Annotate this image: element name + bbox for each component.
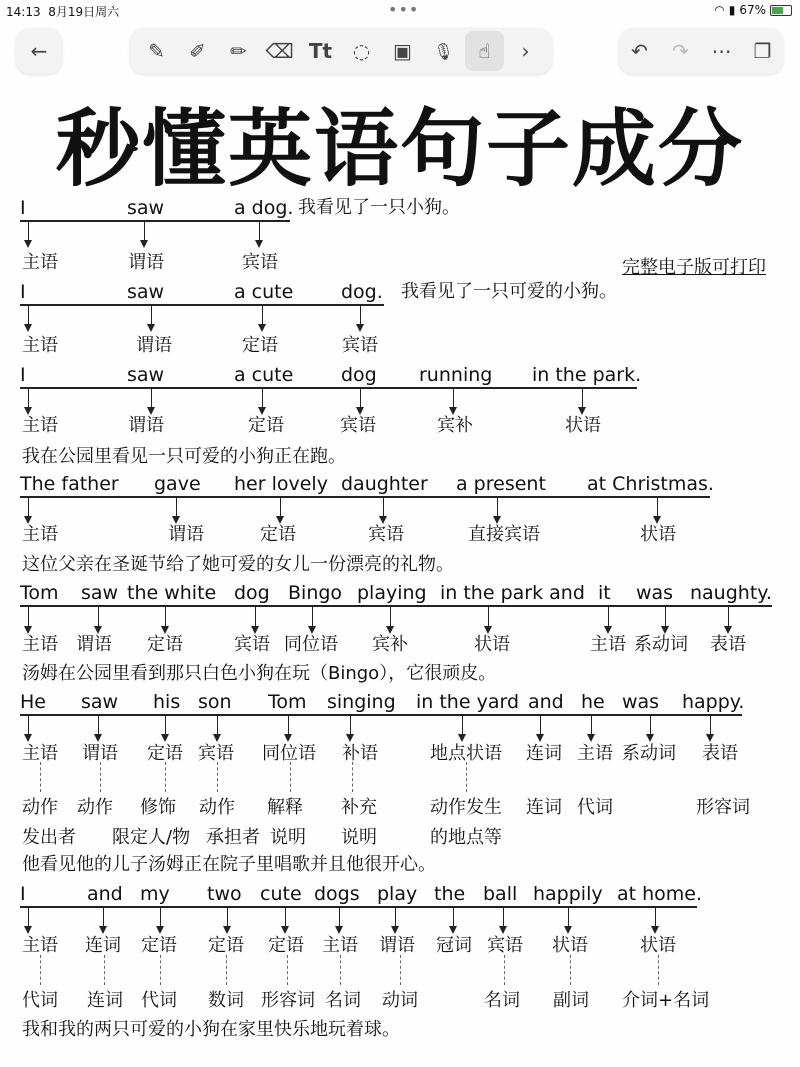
sentence-role-label: 定语 bbox=[248, 415, 284, 436]
dashed-connector bbox=[290, 762, 291, 792]
sentence-role-label: 定语 bbox=[147, 743, 183, 764]
sentence-role-label: 主语 bbox=[22, 524, 58, 545]
chinese-translation: 我和我的两只可爱的小狗在家里快乐地玩着球。 bbox=[22, 1019, 400, 1040]
lasso-icon[interactable]: ◌ bbox=[352, 39, 371, 63]
arrow-down-icon bbox=[24, 734, 32, 742]
english-word: Tom bbox=[20, 582, 59, 604]
arrow-down-icon bbox=[258, 324, 266, 332]
english-word: The father bbox=[20, 473, 119, 495]
back-pill bbox=[16, 28, 62, 74]
role-explanation-line2: 的地点等 bbox=[430, 827, 502, 848]
role-explanation: 连词 bbox=[526, 797, 562, 818]
sentence-role-label: 宾语 bbox=[487, 935, 523, 956]
arrow-down-icon bbox=[651, 926, 659, 934]
sentence-role-label: 补语 bbox=[342, 743, 378, 764]
english-word: singing bbox=[327, 691, 396, 713]
arrow-down-icon bbox=[335, 926, 343, 934]
arrow-shaft bbox=[176, 498, 177, 518]
arrow-down-icon bbox=[24, 626, 32, 634]
pencil-icon[interactable]: ✏ bbox=[230, 39, 247, 63]
arrow-down-icon bbox=[346, 734, 354, 742]
english-word: and bbox=[528, 691, 564, 713]
english-word: and bbox=[87, 883, 123, 905]
arrow-shaft bbox=[28, 908, 29, 928]
arrow-down-icon bbox=[172, 516, 180, 524]
sentence-underline bbox=[20, 304, 384, 306]
sentence-role-label: 主语 bbox=[22, 415, 58, 436]
arrow-shaft bbox=[103, 908, 104, 928]
sentence-role-label: 冠词 bbox=[436, 935, 472, 956]
sentence-underline bbox=[20, 496, 710, 498]
sentence-role-label: 连词 bbox=[526, 743, 562, 764]
arrow-shaft bbox=[488, 607, 489, 628]
arrow-down-icon bbox=[94, 734, 102, 742]
arrow-down-icon bbox=[24, 407, 32, 415]
english-word: it bbox=[598, 582, 611, 604]
english-word: saw bbox=[127, 197, 165, 219]
english-word: dog. bbox=[341, 281, 383, 303]
arrow-shaft bbox=[285, 908, 286, 928]
english-word: saw bbox=[81, 691, 119, 713]
english-word: in the yard bbox=[416, 691, 520, 713]
battery-icon bbox=[770, 5, 792, 16]
english-word: ball bbox=[483, 883, 518, 905]
arrow-down-icon bbox=[653, 516, 661, 524]
english-word: at Christmas. bbox=[587, 473, 714, 495]
arrow-shaft bbox=[383, 498, 384, 518]
sentence-role-label: 状语 bbox=[565, 415, 601, 436]
arrow-down-icon bbox=[213, 734, 221, 742]
sentence-role-label: 地点状语 bbox=[430, 743, 502, 764]
sentence-role-label: 状语 bbox=[474, 634, 510, 655]
english-word: cute bbox=[260, 883, 302, 905]
role-explanation: 动作 bbox=[77, 797, 113, 818]
sentence-role-label: 宾语 bbox=[242, 252, 278, 273]
arrow-down-icon bbox=[724, 626, 732, 634]
english-word: Bingo bbox=[288, 582, 343, 604]
arrow-shaft bbox=[665, 607, 666, 628]
english-word: two bbox=[207, 883, 242, 905]
arrow-shaft bbox=[227, 908, 228, 928]
sentence-role-label: 主语 bbox=[22, 634, 58, 655]
arrow-shaft bbox=[728, 607, 729, 628]
role-explanation: 修饰 bbox=[140, 797, 176, 818]
role-explanation: 补充 bbox=[341, 797, 377, 818]
english-word: Tom bbox=[268, 691, 307, 713]
english-word: a present bbox=[456, 473, 546, 495]
english-word: dog bbox=[341, 364, 377, 386]
arrow-shaft bbox=[28, 389, 29, 409]
arrow-down-icon bbox=[147, 324, 155, 332]
arrow-down-icon bbox=[161, 734, 169, 742]
arrow-down-icon bbox=[449, 407, 457, 415]
arrow-down-icon bbox=[223, 926, 231, 934]
arrow-shaft bbox=[255, 607, 256, 628]
arrow-down-icon bbox=[161, 626, 169, 634]
english-word: my bbox=[140, 883, 170, 905]
role-explanation-line2: 限定人/物 bbox=[112, 827, 191, 848]
english-word: daughter bbox=[341, 473, 428, 495]
sentence-role-label: 状语 bbox=[640, 524, 676, 545]
chevron-right-icon[interactable]: › bbox=[521, 39, 530, 63]
english-word: in the park. bbox=[532, 364, 642, 386]
sentence-role-label: 定语 bbox=[208, 935, 244, 956]
arrow-shaft bbox=[28, 306, 29, 326]
arrow-shaft bbox=[350, 716, 351, 736]
arrow-down-icon bbox=[140, 240, 148, 248]
arrow-shaft bbox=[453, 389, 454, 409]
sentence-underline bbox=[20, 906, 697, 908]
sentence-role-label: 宾补 bbox=[372, 634, 408, 655]
sentence-role-label: 定语 bbox=[268, 935, 304, 956]
touch-finger-icon[interactable]: ☝ bbox=[465, 31, 504, 71]
arrow-shaft bbox=[259, 222, 260, 242]
arrow-down-icon bbox=[578, 407, 586, 415]
sentence-role-label: 谓语 bbox=[136, 335, 172, 356]
role-explanation: 代词 bbox=[22, 990, 58, 1011]
sentence-role-label: 谓语 bbox=[128, 252, 164, 273]
english-word: in the park and bbox=[440, 582, 585, 604]
arrow-shaft bbox=[591, 716, 592, 736]
sentence-role-label: 直接宾语 bbox=[468, 524, 540, 545]
role-explanation: 动词 bbox=[382, 990, 418, 1011]
english-word: at home. bbox=[617, 883, 703, 905]
highlighter-icon[interactable]: ✐ bbox=[189, 39, 206, 63]
role-explanation: 名词 bbox=[484, 990, 520, 1011]
role-explanation: 代词 bbox=[577, 797, 613, 818]
sentence-underline bbox=[20, 220, 290, 222]
arrow-shaft bbox=[462, 716, 463, 736]
sentence-role-label: 定语 bbox=[260, 524, 296, 545]
inline-translation: 我看见了一只小狗。 bbox=[298, 197, 460, 218]
arrow-shaft bbox=[98, 716, 99, 736]
role-explanation-line2: 说明 bbox=[270, 827, 306, 848]
arrow-down-icon bbox=[99, 926, 107, 934]
chinese-translation: 汤姆在公园里看到那只白色小狗在玩（Bingo），它很顽皮。 bbox=[22, 663, 497, 684]
page-title: 秒懂英语句子成分 bbox=[55, 100, 744, 198]
english-word: dogs bbox=[314, 883, 360, 905]
english-word: the bbox=[434, 883, 466, 905]
sentence-underline bbox=[20, 714, 742, 716]
english-word: I bbox=[20, 883, 26, 905]
arrow-down-icon bbox=[536, 734, 544, 742]
english-word: saw bbox=[127, 281, 165, 303]
english-word: running bbox=[419, 364, 493, 386]
sentence-role-label: 表语 bbox=[710, 634, 746, 655]
arrow-down-icon bbox=[379, 516, 387, 524]
chinese-translation: 我在公园里看见一只可爱的小狗正在跑。 bbox=[22, 446, 346, 467]
arrow-down-icon bbox=[258, 407, 266, 415]
wifi-icon: ◠ bbox=[714, 3, 725, 17]
arrow-shaft bbox=[280, 498, 281, 518]
arrow-shaft bbox=[144, 222, 145, 242]
arrow-shaft bbox=[28, 498, 29, 518]
status-time-date: 14:13 8月19日周六 bbox=[6, 5, 120, 19]
english-word: naughty. bbox=[690, 582, 772, 604]
redo-icon[interactable]: ↷ bbox=[672, 39, 689, 63]
status-bar bbox=[0, 0, 800, 22]
chinese-translation: 这位父亲在圣诞节给了她可爱的女儿一份漂亮的礼物。 bbox=[22, 554, 454, 575]
arrow-shaft bbox=[710, 716, 711, 736]
dashed-connector bbox=[287, 955, 288, 985]
arrow-shaft bbox=[503, 908, 504, 928]
role-explanation-line2: 说明 bbox=[341, 827, 377, 848]
print-version-link[interactable]: 完整电子版可打印 bbox=[622, 257, 766, 278]
arrow-shaft bbox=[339, 908, 340, 928]
sentence-role-label: 定语 bbox=[242, 335, 278, 356]
multitask-dots[interactable]: ••• bbox=[388, 0, 420, 19]
arrow-shaft bbox=[540, 716, 541, 736]
sentence-role-label: 主语 bbox=[22, 335, 58, 356]
sentence-role-label: 定语 bbox=[147, 634, 183, 655]
sentence-role-label: 谓语 bbox=[128, 415, 164, 436]
english-word: a cute bbox=[234, 281, 294, 303]
arrow-shaft bbox=[568, 908, 569, 928]
dashed-connector bbox=[226, 955, 227, 985]
role-explanation: 连词 bbox=[87, 990, 123, 1011]
dashed-connector bbox=[160, 955, 161, 985]
english-word: he bbox=[581, 691, 605, 713]
arrow-shaft bbox=[395, 908, 396, 928]
arrow-down-icon bbox=[24, 516, 32, 524]
sentence-role-label: 宾语 bbox=[340, 415, 376, 436]
dashed-connector bbox=[104, 955, 105, 985]
arrow-shaft bbox=[165, 607, 166, 628]
arrow-down-icon bbox=[156, 926, 164, 934]
arrow-down-icon bbox=[24, 926, 32, 934]
arrow-shaft bbox=[28, 716, 29, 736]
dashed-connector bbox=[165, 762, 166, 792]
arrow-down-icon bbox=[24, 240, 32, 248]
role-explanation: 动作发生 bbox=[430, 797, 502, 818]
sentence-role-label: 同位语 bbox=[262, 743, 316, 764]
arrow-down-icon bbox=[449, 926, 457, 934]
arrow-down-icon bbox=[147, 407, 155, 415]
pen-icon[interactable]: ✎ bbox=[148, 39, 165, 63]
english-word: was bbox=[622, 691, 660, 713]
arrow-shaft bbox=[217, 716, 218, 736]
arrow-shaft bbox=[165, 716, 166, 736]
role-explanation: 代词 bbox=[141, 990, 177, 1011]
arrow-down-icon bbox=[284, 734, 292, 742]
arrow-down-icon bbox=[458, 734, 466, 742]
role-explanation-line2: 承担者 bbox=[206, 827, 260, 848]
arrow-shaft bbox=[28, 222, 29, 242]
sentence-role-label: 谓语 bbox=[168, 524, 204, 545]
status-right bbox=[714, 3, 792, 17]
sentence-underline bbox=[20, 387, 637, 389]
undo-icon[interactable]: ↶ bbox=[631, 39, 648, 63]
english-word: I bbox=[20, 197, 26, 219]
arrow-shaft bbox=[497, 498, 498, 518]
sentence-role-label: 系动词 bbox=[622, 743, 676, 764]
arrow-down-icon bbox=[604, 626, 612, 634]
arrow-down-icon bbox=[255, 240, 263, 248]
english-word: gave bbox=[154, 473, 201, 495]
dashed-connector bbox=[504, 955, 505, 985]
sentence-role-label: 主语 bbox=[22, 743, 58, 764]
microphone-icon[interactable]: 🎙 bbox=[433, 41, 454, 61]
sentence-role-label: 主语 bbox=[22, 935, 58, 956]
role-explanation: 名词 bbox=[325, 990, 361, 1011]
arrow-down-icon bbox=[391, 926, 399, 934]
dashed-connector bbox=[100, 762, 101, 792]
arrow-shaft bbox=[160, 908, 161, 928]
english-word: play bbox=[377, 883, 418, 905]
dashed-connector bbox=[400, 955, 401, 985]
english-word: son bbox=[198, 691, 232, 713]
sentence-role-label: 谓语 bbox=[76, 634, 112, 655]
back-arrow-icon[interactable]: ← bbox=[30, 39, 48, 63]
arrow-shaft bbox=[262, 389, 263, 409]
role-explanation: 动作 bbox=[22, 797, 58, 818]
dashed-connector bbox=[570, 955, 571, 985]
arrow-shaft bbox=[28, 607, 29, 628]
dashed-connector bbox=[466, 762, 467, 792]
tools-pill bbox=[130, 28, 552, 74]
arrow-shaft bbox=[360, 389, 361, 409]
arrow-down-icon bbox=[251, 626, 259, 634]
english-word: happy. bbox=[682, 691, 745, 713]
sentence-role-label: 状语 bbox=[640, 935, 676, 956]
dashed-connector bbox=[40, 955, 41, 985]
arrow-shaft bbox=[360, 306, 361, 326]
sentence-role-label: 表语 bbox=[702, 743, 738, 764]
arrow-shaft bbox=[390, 607, 391, 628]
arrow-shaft bbox=[453, 908, 454, 928]
sentence-role-label: 宾语 bbox=[342, 335, 378, 356]
sentence-role-label: 系动词 bbox=[634, 634, 688, 655]
sentence-role-label: 主语 bbox=[590, 634, 626, 655]
pages-icon[interactable]: ❐ bbox=[753, 39, 772, 63]
arrow-down-icon bbox=[646, 734, 654, 742]
dashed-connector bbox=[352, 762, 353, 792]
sentence-role-label: 谓语 bbox=[379, 935, 415, 956]
english-word: I bbox=[20, 281, 26, 303]
arrow-shaft bbox=[98, 607, 99, 628]
role-explanation-line2: 发出者 bbox=[22, 827, 76, 848]
english-word: was bbox=[636, 582, 674, 604]
sentence-role-label: 同位语 bbox=[284, 634, 338, 655]
english-word: his bbox=[153, 691, 181, 713]
sentence-role-label: 主语 bbox=[577, 743, 613, 764]
english-word: He bbox=[20, 691, 46, 713]
arrow-shaft bbox=[151, 306, 152, 326]
sentence-role-label: 谓语 bbox=[82, 743, 118, 764]
arrow-down-icon bbox=[356, 324, 364, 332]
arrow-down-icon bbox=[706, 734, 714, 742]
arrow-down-icon bbox=[24, 324, 32, 332]
arrow-shaft bbox=[657, 498, 658, 518]
arrow-down-icon bbox=[308, 626, 316, 634]
arrow-shaft bbox=[650, 716, 651, 736]
role-explanation: 形容词 bbox=[696, 797, 750, 818]
english-word: dog bbox=[234, 582, 270, 604]
english-word: a cute bbox=[234, 364, 294, 386]
lock-icon: ▮ bbox=[728, 3, 736, 17]
sentence-role-label: 定语 bbox=[141, 935, 177, 956]
english-word: a dog. bbox=[234, 197, 294, 219]
arrow-down-icon bbox=[281, 926, 289, 934]
inline-translation: 我看见了一只可爱的小狗。 bbox=[401, 281, 617, 302]
actions-pill bbox=[619, 28, 783, 74]
english-word: the white bbox=[127, 582, 217, 604]
arrow-down-icon bbox=[499, 926, 507, 934]
dashed-connector bbox=[340, 955, 341, 985]
arrow-down-icon bbox=[564, 926, 572, 934]
arrow-shaft bbox=[655, 908, 656, 928]
arrow-shaft bbox=[262, 306, 263, 326]
english-word: I bbox=[20, 364, 26, 386]
sentence-role-label: 宾语 bbox=[368, 524, 404, 545]
sentence-role-label: 连词 bbox=[85, 935, 121, 956]
english-word: saw bbox=[127, 364, 165, 386]
sentence-role-label: 主语 bbox=[22, 252, 58, 273]
arrow-down-icon bbox=[484, 626, 492, 634]
role-explanation: 动作 bbox=[199, 797, 235, 818]
arrow-down-icon bbox=[493, 516, 501, 524]
text-tool-icon[interactable]: Tt bbox=[308, 39, 333, 63]
arrow-down-icon bbox=[94, 626, 102, 634]
arrow-down-icon bbox=[661, 626, 669, 634]
dashed-connector bbox=[40, 762, 41, 792]
sentence-underline bbox=[20, 605, 772, 607]
arrow-down-icon bbox=[356, 407, 364, 415]
arrow-down-icon bbox=[276, 516, 284, 524]
more-options-icon[interactable]: ⋯ bbox=[711, 39, 732, 63]
arrow-down-icon bbox=[587, 734, 595, 742]
sentence-role-label: 主语 bbox=[322, 935, 358, 956]
dashed-connector bbox=[217, 762, 218, 792]
english-word: her lovely bbox=[234, 473, 328, 495]
battery-percent: 67% bbox=[739, 3, 766, 17]
eraser-icon[interactable]: ⌫ bbox=[265, 39, 294, 63]
role-explanation: 数词 bbox=[208, 990, 244, 1011]
role-explanation: 副词 bbox=[553, 990, 589, 1011]
sentence-role-label: 宾语 bbox=[234, 634, 270, 655]
arrow-shaft bbox=[582, 389, 583, 409]
arrow-shaft bbox=[288, 716, 289, 736]
english-word: happily bbox=[533, 883, 603, 905]
role-explanation: 形容词 bbox=[261, 990, 315, 1011]
role-explanation: 解释 bbox=[267, 797, 303, 818]
arrow-shaft bbox=[608, 607, 609, 628]
chinese-translation: 他看见他的儿子汤姆正在院子里唱歌并且他很开心。 bbox=[22, 854, 436, 875]
english-word: playing bbox=[357, 582, 427, 604]
sentence-role-label: 宾语 bbox=[198, 743, 234, 764]
dashed-connector bbox=[658, 955, 659, 985]
sentence-role-label: 宾补 bbox=[437, 415, 473, 436]
image-icon[interactable]: ▣ bbox=[393, 39, 412, 63]
sentence-role-label: 状语 bbox=[552, 935, 588, 956]
arrow-down-icon bbox=[386, 626, 394, 634]
arrow-shaft bbox=[151, 389, 152, 409]
arrow-shaft bbox=[312, 607, 313, 628]
role-explanation: 介词+名词 bbox=[622, 990, 710, 1011]
english-word: saw bbox=[81, 582, 119, 604]
